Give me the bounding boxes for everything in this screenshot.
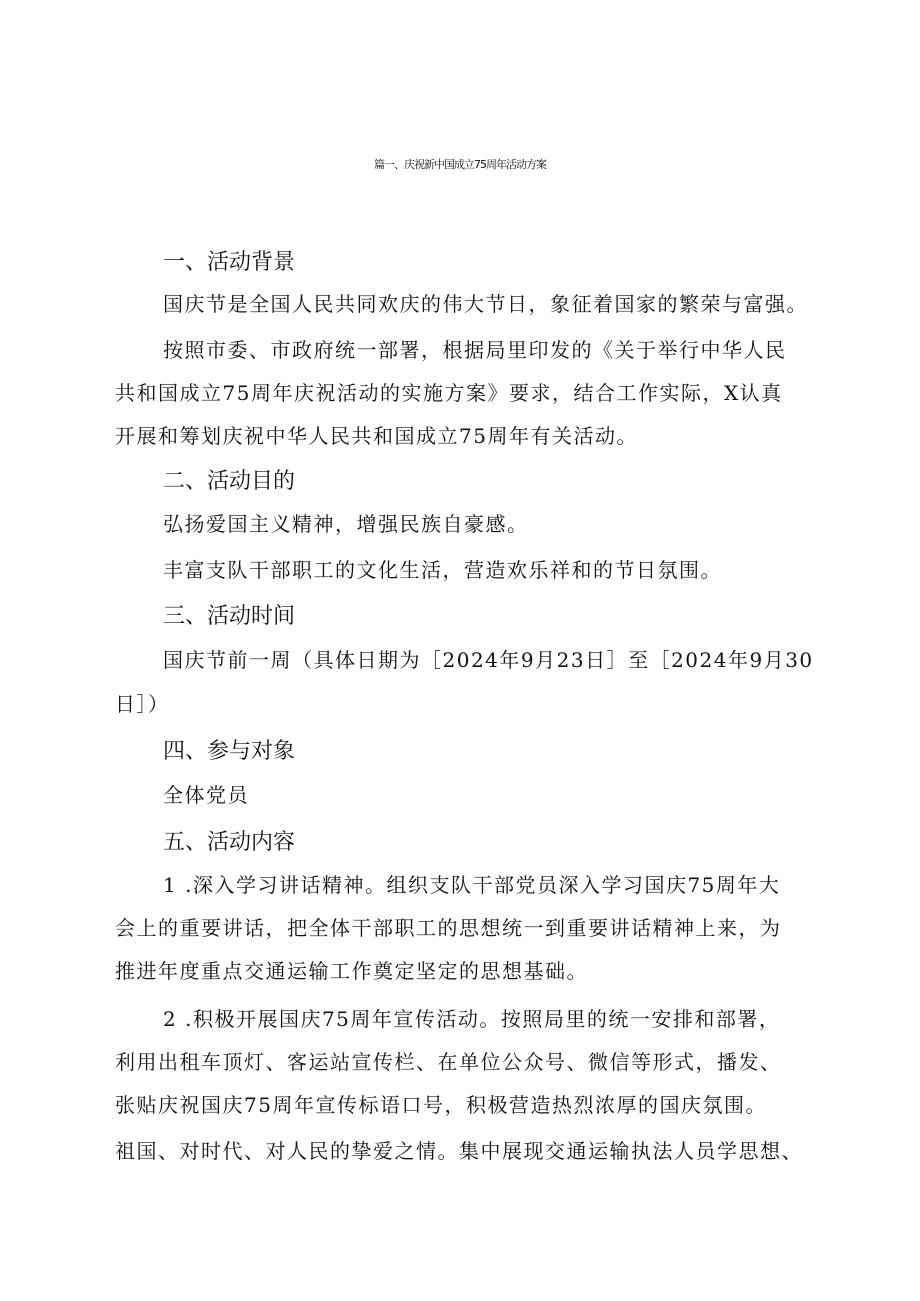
paragraph-line: 全体党员	[163, 783, 249, 807]
paragraph-line: 日］）	[115, 692, 170, 716]
document-title: 篇一、庆祝新中国成立75周年活动方案	[374, 158, 546, 171]
section-heading-content: 五、活动内容	[163, 830, 296, 855]
section-heading-background: 一、活动背景	[163, 250, 296, 275]
paragraph-line: 开展和筹划庆祝中华人民共和国成立75周年有关活动。	[115, 424, 638, 448]
paragraph-line: 祖国、对时代、对人民的挚爱之情。集中展现交通运输执法人员学思想、	[115, 1139, 803, 1163]
section-heading-purpose: 二、活动目的	[163, 469, 296, 494]
paragraph-line: 利用出租车顶灯、客运站宣传栏、在单位公众号、微信等形式，播发、	[115, 1050, 782, 1074]
paragraph-line: 2 .积极开展国庆75周年宣传活动。按照局里的统一安排和部署，	[163, 1007, 781, 1031]
paragraph-line: 推进年度重点交通运输工作奠定坚定的思想基础。	[115, 959, 588, 983]
paragraph-line: 共和国成立75周年庆祝活动的实施方案》要求，结合工作实际，X认真	[115, 381, 783, 405]
paragraph-line: 弘扬爱国主义精神，增强民族自豪感。	[163, 512, 529, 536]
section-heading-participants: 四、参与对象	[163, 739, 296, 764]
paragraph-line: 丰富支队干部职工的文化生活，营造欢乐祥和的节日氛围。	[163, 558, 722, 582]
paragraph-line: 张贴庆祝国庆75周年宣传标语口号，积极营造热烈浓厚的国庆氛围。	[115, 1093, 767, 1117]
paragraph-line: 国庆节前一周（具体日期为［2024年9月23日］至［2024年9月30	[163, 648, 814, 672]
paragraph-line: 1 .深入学习讲话精神。组织支队干部党员深入学习国庆75周年大	[163, 873, 781, 897]
section-heading-time: 三、活动时间	[163, 604, 296, 629]
paragraph-line: 国庆节是全国人民共同欢庆的伟大节日，象征着国家的繁荣与富强。	[163, 292, 808, 316]
paragraph-line: 会上的重要讲话，把全体干部职工的思想统一到重要讲话精神上来，为	[115, 916, 782, 940]
paragraph-line: 按照市委、市政府统一部署，根据局里印发的《关于举行中华人民	[163, 338, 787, 362]
